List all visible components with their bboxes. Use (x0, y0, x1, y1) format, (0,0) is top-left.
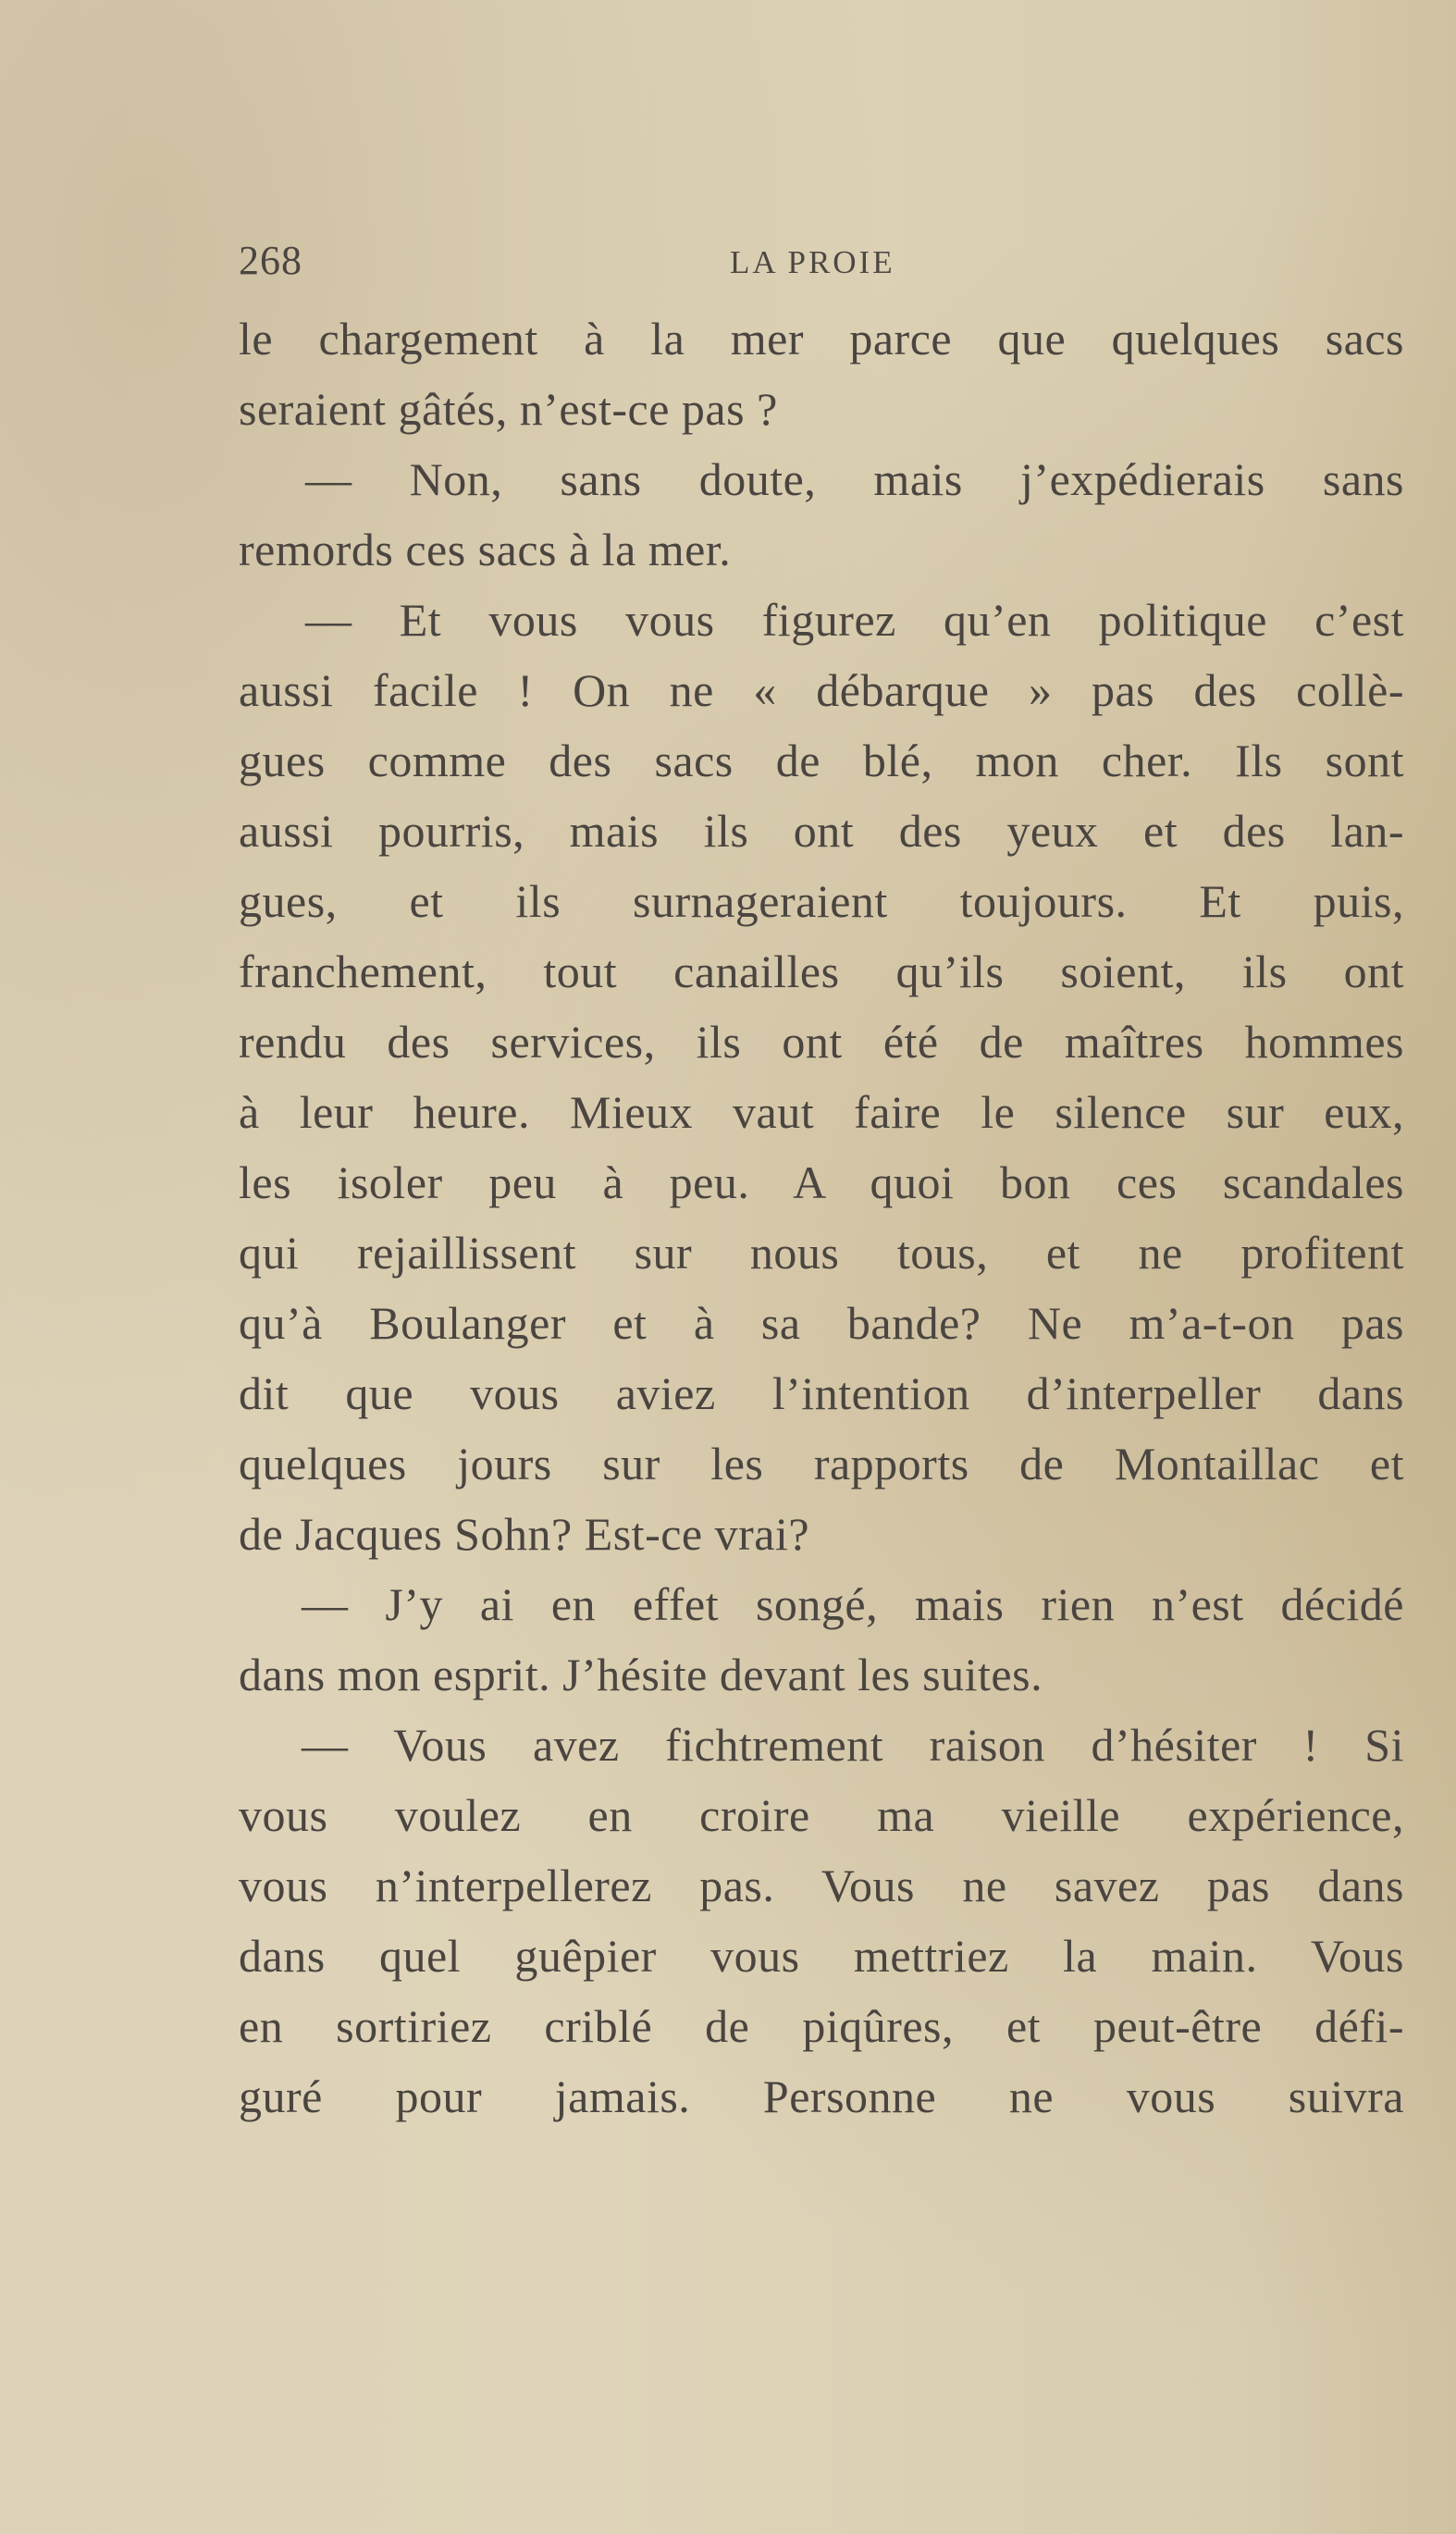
text-line: — J’y ai en effet songé, mais rien n’est décidé (302, 1578, 1404, 1630)
text-line: en sortiriez criblé de piqûres, et peut-être défi- (239, 2000, 1404, 2052)
text-line: gues comme des sacs de blé, mon cher. Ils sont (239, 735, 1404, 786)
text-line: qu’à Boulanger et à sa bande? Ne m’a-t-on pas (239, 1297, 1404, 1349)
text-line: les isoler peu à peu. A quoi bon ces scandales (239, 1156, 1404, 1208)
text-line: de Jacques Sohn? Est-ce vrai? (239, 1508, 810, 1560)
text-line: vous n’interpellerez pas. Vous ne savez pas dans (239, 1860, 1404, 1911)
text-line: — Vous avez fichtrement raison d’hésiter ! Si (302, 1719, 1404, 1771)
text-line: guré pour jamais. Personne ne vous suivra (239, 2070, 1404, 2122)
text-line: le chargement à la mer parce que quelques sacs (239, 313, 1404, 365)
text-line: dans mon esprit. J’hésite devant les suites. (239, 1649, 1043, 1700)
running-title: LA PROIE (730, 244, 895, 280)
text-line: rendu des services, ils ont été de maîtres hommes (239, 1016, 1404, 1068)
body-text (239, 303, 1404, 2132)
text-line: seraient gâtés, n’est-ce pas ? (239, 383, 778, 435)
text-line: gues, et ils surnageraient toujours. Et puis, (239, 875, 1404, 927)
text-line: aussi pourris, mais ils ont des yeux et des lan- (239, 805, 1404, 857)
text-line: — Non, sans doute, mais j’expédierais sans (305, 453, 1404, 505)
text-line: dans quel guêpier vous mettriez la main. Vous (239, 1930, 1404, 1982)
text-line: remords ces sacs à la mer. (239, 524, 732, 575)
text-line: quelques jours sur les rapports de Montaillac et (239, 1438, 1404, 1489)
text-line: franchement, tout canailles qu’ils soient, ils ont (239, 946, 1404, 997)
page-header (239, 237, 1404, 289)
text-line: à leur heure. Mieux vaut faire le silence sur eux, (239, 1086, 1404, 1138)
text-line: vous voulez en croire ma vieille expérience, (239, 1789, 1404, 1841)
text-line: — Et vous vous figurez qu’en politique c’est (305, 594, 1404, 646)
text-line: aussi facile ! On ne « débarque » pas des collè- (239, 664, 1404, 716)
page-number: 268 (239, 238, 302, 283)
text-line: dit que vous aviez l’intention d’interpeller dans (239, 1367, 1404, 1419)
text-line: qui rejaillissent sur nous tous, et ne profitent (239, 1227, 1404, 1279)
